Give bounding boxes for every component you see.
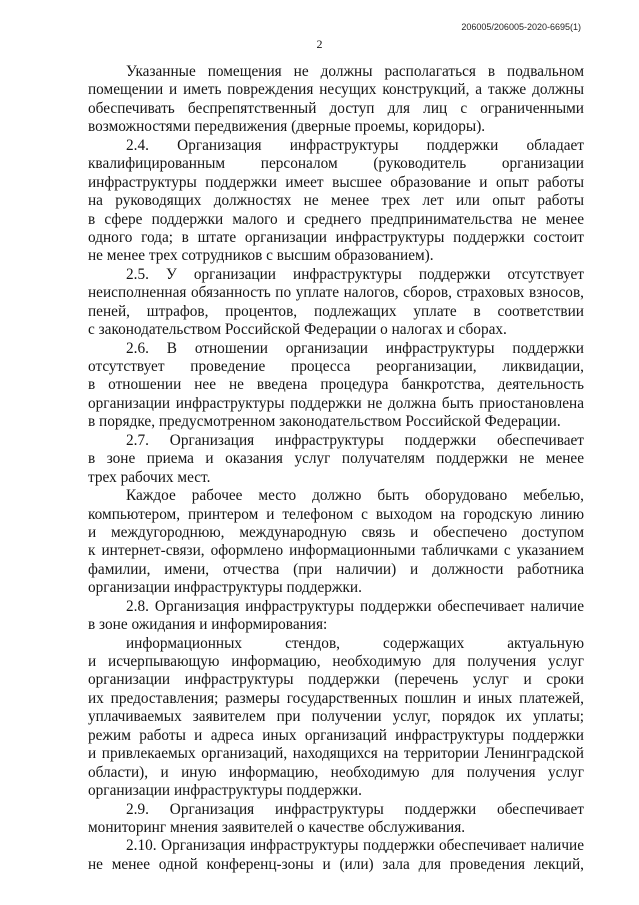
text-line: возможностями передвижения (дверные проемы, коридоры). xyxy=(88,118,486,136)
text-line: 2.7. Организация инфраструктуры поддержки обеспечивает xyxy=(126,431,584,449)
text-line: организации инфраструктуры поддержки. xyxy=(88,782,362,800)
text-line: в зоне приема и оказания услуг получателям поддержки не менее xyxy=(88,450,584,468)
text-line: в отношении нее не введена процедура банкротства, деятельность xyxy=(88,376,584,394)
text-line: и междугороднюю, международную связь и обеспечено доступом xyxy=(88,523,584,541)
document-id: 206005/206005-2020-6695(1) xyxy=(461,22,581,32)
text-line: их предоставления; размеры государственных пошлин и иных платежей, xyxy=(88,689,584,707)
text-line: неисполненная обязанность по уплате налогов, сборов, страховых взносов, xyxy=(88,284,584,302)
page-number: 2 xyxy=(316,37,323,51)
text-line: помещении и иметь повреждения несущих конструкций, а также должны xyxy=(88,81,584,99)
text-line: трех рабочих мест. xyxy=(88,468,211,486)
text-line: компьютером, принтером и телефоном с выходом на городскую линию xyxy=(88,505,584,523)
text-line: режим работы и адреса иных организаций инфраструктуры поддержки xyxy=(88,726,584,744)
text-line: 2.4. Организация инфраструктуры поддержки обладает xyxy=(126,136,584,154)
text-line: и привлекаемых организаций, находящихся на территории Ленинградской xyxy=(88,745,584,763)
text-line: не менее одной конференц-зоны и (или) зала для проведения лекций, xyxy=(88,855,584,873)
text-line: с законодательством Российской Федерации о налогах и сборах. xyxy=(88,321,507,339)
text-line: 2.8. Организация инфраструктуры поддержки обеспечивает наличие xyxy=(126,597,584,615)
text-line: организации инфраструктуры поддержки. xyxy=(88,579,362,597)
text-line: не менее трех сотрудников с высшим образованием). xyxy=(88,247,434,265)
text-line: 2.10. Организация инфраструктуры поддержки обеспечивает наличие xyxy=(126,837,584,855)
text-line: 2.9. Организация инфраструктуры поддержки обеспечивает xyxy=(126,800,584,818)
text-line: пеней, штрафов, процентов, подлежащих уплате в соответствии xyxy=(88,302,584,320)
text-line: уплачиваемых заявителем при получении услуг, порядок их уплаты; xyxy=(88,708,584,726)
text-line: и исчерпывающую информацию, необходимую для получения услуг xyxy=(88,653,584,670)
text-line: организации инфраструктуры поддержки (перечень услуг и сроки xyxy=(88,671,584,689)
text-line: в сфере поддержки малого и среднего предпринимательства не менее xyxy=(88,210,584,228)
text-line: Указанные помещения не должны располагаться в подвальном xyxy=(126,63,584,80)
text-line: на руководящих должностях не менее трех лет или опыт работы xyxy=(88,192,584,210)
text-line: области), и иную информацию, необходимую для получения услуг xyxy=(88,763,584,781)
text-line: одного года; в штате организации инфраструктуры поддержки состоит xyxy=(88,228,584,246)
text-line: инфраструктуры поддержки имеет высшее образование и опыт работы xyxy=(88,173,584,191)
text-line: обеспечивать беспрепятственный доступ для лиц с ограниченными xyxy=(88,99,584,117)
text-line: 2.6. В отношении организации инфраструктуры поддержки xyxy=(126,339,584,357)
text-line: фамилии, имени, отчества (при наличии) и должности работника xyxy=(88,560,584,578)
text-line: в порядке, предусмотренном законодательством Российской Федерации. xyxy=(88,413,561,431)
document-body xyxy=(88,63,584,874)
text-line: информационных стендов, содержащих актуальную xyxy=(126,634,584,652)
text-line: мониторинг мнения заявителей о качестве обслуживания. xyxy=(88,818,466,836)
text-line: квалифицированным персоналом (руководитель организации xyxy=(88,155,584,173)
text-line: 2.5. У организации инфраструктуры поддержки отсутствует xyxy=(126,265,584,283)
text-line: Каждое рабочее место должно быть оборудовано мебелью, xyxy=(126,487,584,505)
text-line: отсутствует проведение процесса реорганизации, ликвидации, xyxy=(88,358,584,375)
text-line: к интернет-связи, оформлено информационными табличками с указанием xyxy=(88,542,584,560)
text-line: в зоне ожидания и информирования: xyxy=(88,616,328,634)
text-line: организации инфраструктуры поддержки не должна быть приостановлена xyxy=(88,394,584,412)
